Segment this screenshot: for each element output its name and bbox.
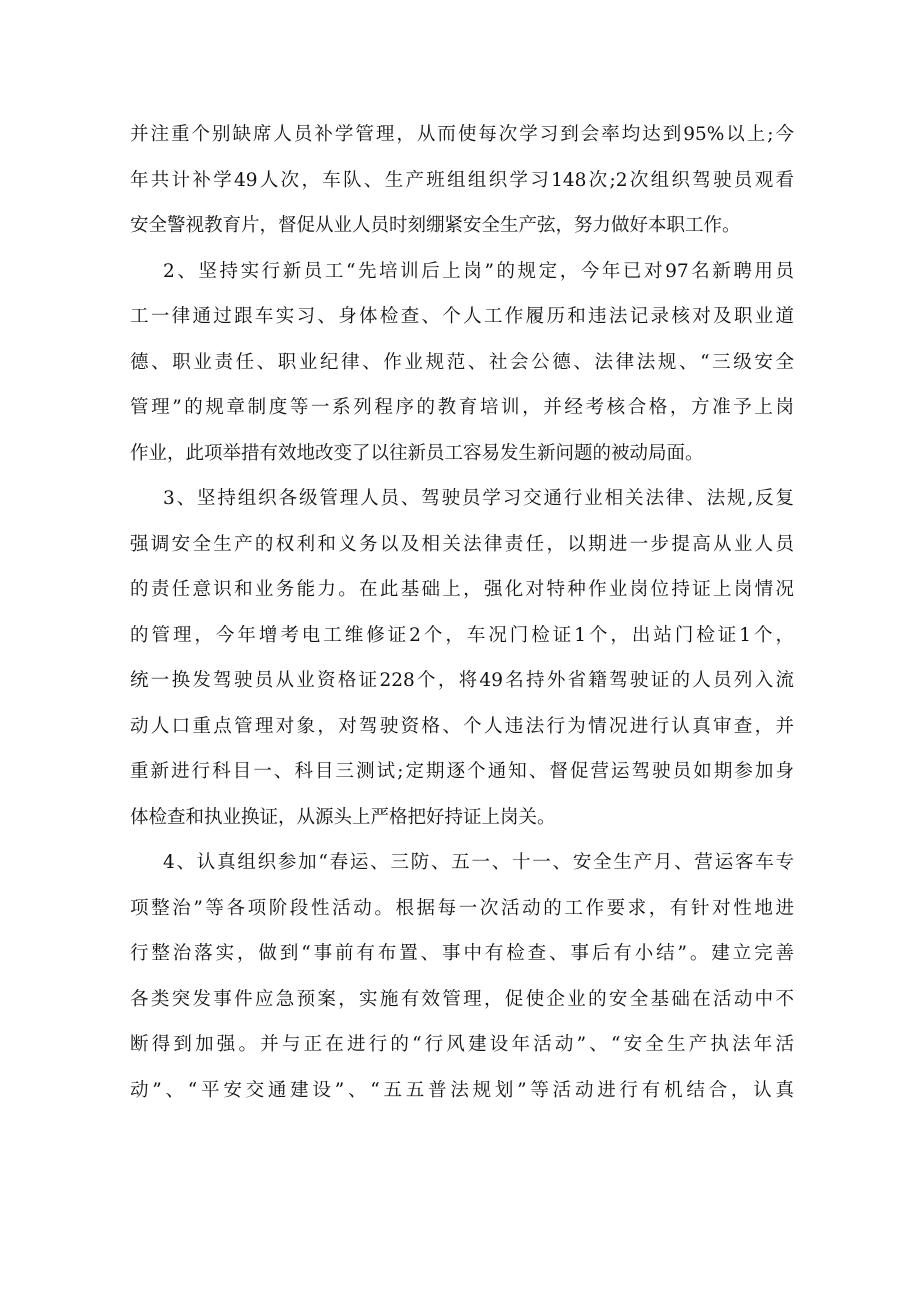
text-line: 安全警视教育片，督促从业人员时刻绷紧安全生产弦，努力做好本职工作。 [130, 215, 741, 236]
text-line: 断得到加强。并与正在进行的“行风建设年活动”、“安全生产执法年活 [130, 1034, 794, 1055]
paragraph-intro-continuation [130, 112, 794, 249]
text-line: 并注重个别缺席人员补学管理，从而使每次学习到会率均达到95%以上;今 [130, 124, 794, 145]
text-line: 的责任意识和业务能力。在此基础上，强化对特种作业岗位持证上岗情况 [130, 579, 794, 600]
text-line: 4、认真组织参加“春运、三防、五一、十一、安全生产月、营运客车专 [163, 852, 794, 873]
text-line: 年共计补学49人次，车队、生产班组组织学习148次;2次组织驾驶员观看 [130, 169, 794, 191]
text-line: 的管理，今年增考电工维修证2个，车况门检证1个，出站门检证1个， [130, 624, 794, 646]
text-line: 各类突发事件应急预案，实施有效管理，促使企业的安全基础在活动中不 [130, 988, 794, 1010]
text-line: 体检查和执业换证，从源头上严格把好持证上岗关。 [130, 806, 556, 828]
paragraph-item-4 [130, 840, 794, 1113]
text-line: 工一律通过跟车实习、身体检查、个人工作履历和违法记录核对及职业道 [130, 306, 794, 327]
text-line: 统一换发驾驶员从业资格证228个，将49名持外省籍驾驶证的人员列入流 [130, 670, 794, 691]
text-line: 动人口重点管理对象，对驾驶资格、个人违法行为情况进行认真审查，并 [130, 715, 794, 737]
document-body [130, 112, 794, 1113]
text-line: 3、坚持组织各级管理人员、驾驶员学习交通行业相关法律、法规,反复 [163, 488, 794, 509]
text-line: 动”、“平安交通建设”、“五五普法规划”等活动进行有机结合，认真 [130, 1079, 794, 1101]
text-line: 德、职业责任、职业纪律、作业规范、社会公德、法律法规、“三级安全 [130, 351, 794, 373]
text-line: 行整治落实，做到“事前有布置、事中有检查、事后有小结”。建立完善 [130, 943, 794, 964]
text-line: 项整治”等各项阶段性活动。根据每一次活动的工作要求，有针对性地进 [130, 897, 794, 919]
paragraph-item-2 [130, 249, 794, 477]
paragraph-item-3 [130, 476, 794, 840]
text-line: 作业，此项举措有效地改变了以往新员工容易发生新问题的被动局面。 [130, 442, 704, 464]
text-line: 2、坚持实行新员工“先培训后上岗”的规定，今年已对97名新聘用员 [163, 260, 794, 282]
text-line: 管理”的规章制度等一系列程序的教育培训，并经考核合格，方准予上岗 [130, 397, 794, 418]
text-line: 强调安全生产的权利和义务以及相关法律责任，以期进一步提高从业人员 [130, 533, 794, 555]
text-line: 重新进行科目一、科目三测试;定期逐个通知、督促营运驾驶员如期参加身 [130, 761, 794, 782]
